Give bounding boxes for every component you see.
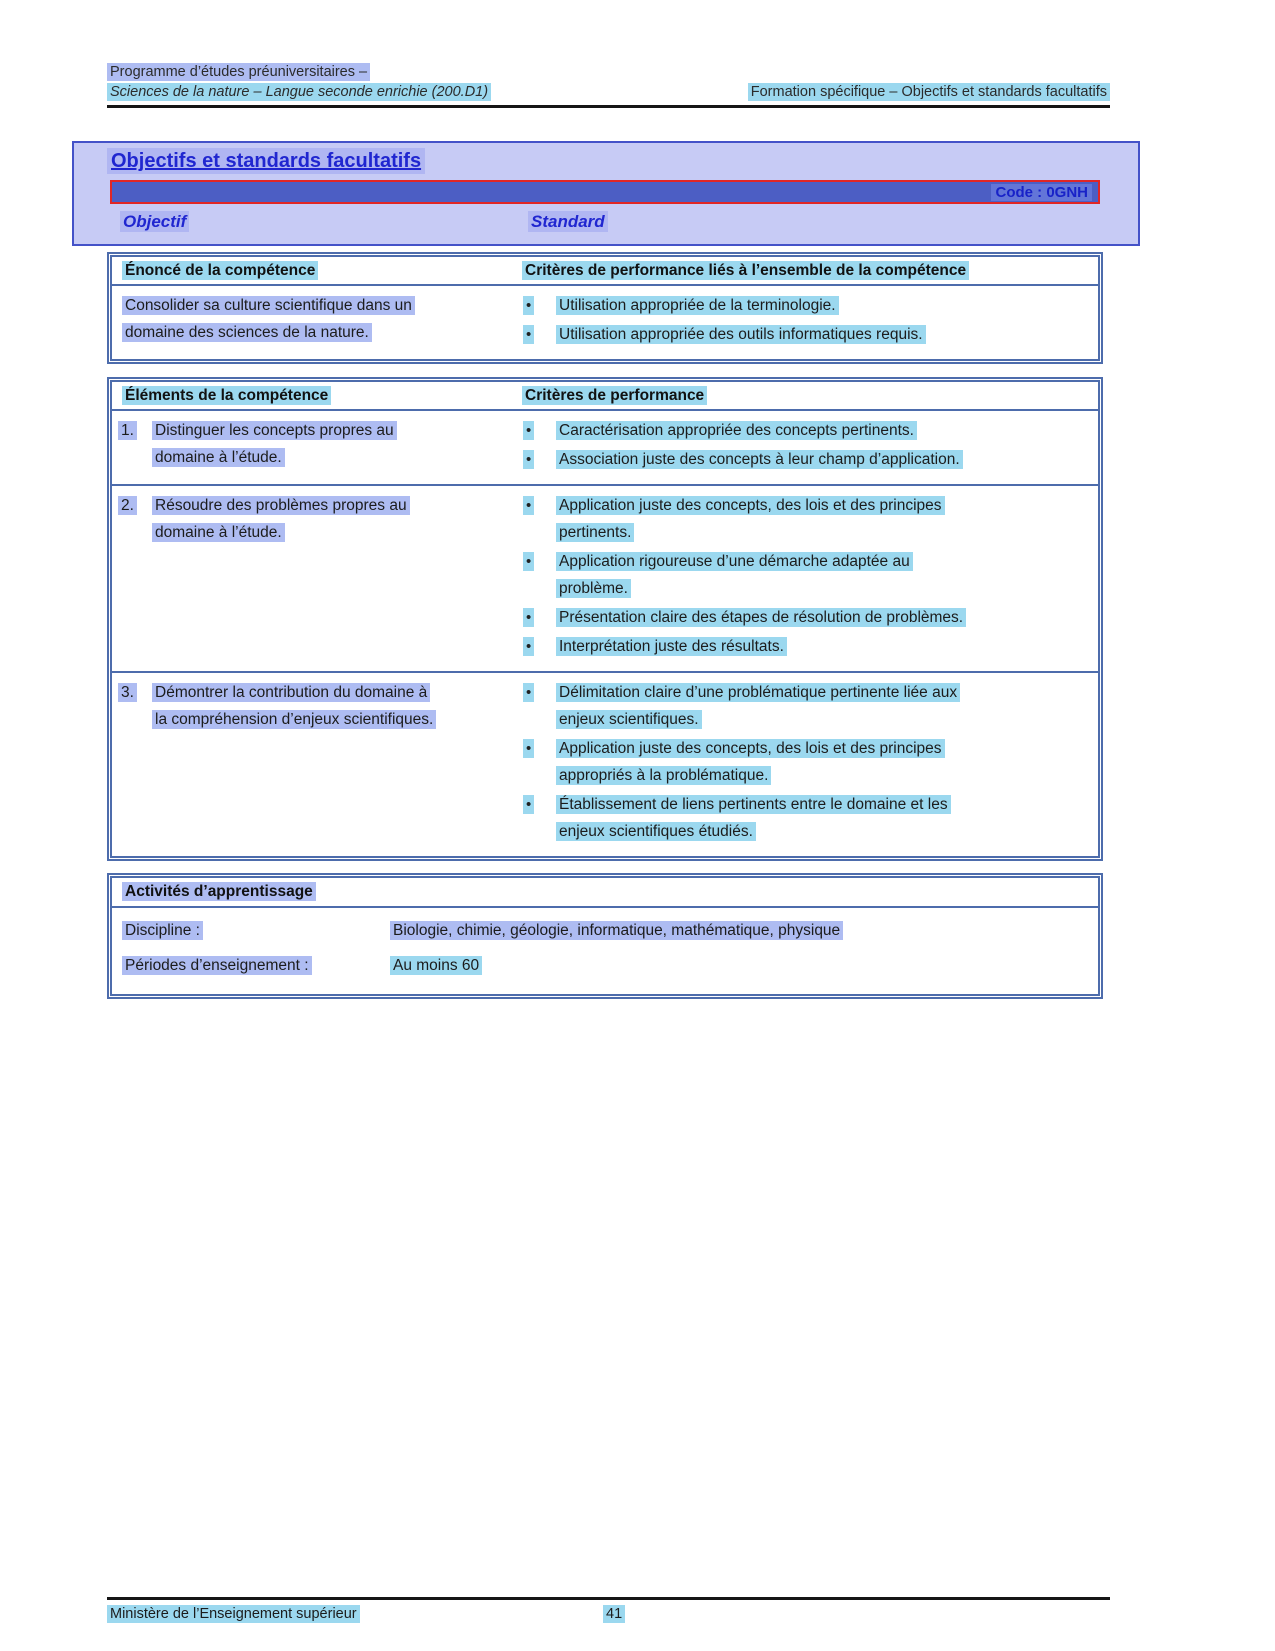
criteria-list bbox=[522, 679, 1098, 847]
footer-ministry: Ministère de l’Enseignement supérieur bbox=[107, 1606, 360, 1622]
text-line: enjeux scientifiques étudiés. bbox=[556, 818, 1090, 845]
text-line: Résoudre des problèmes propres au bbox=[152, 492, 522, 519]
activities-row-discipline bbox=[112, 908, 1098, 943]
element-item-3 bbox=[112, 679, 522, 847]
discipline-label: Discipline : bbox=[122, 919, 390, 943]
text-line: pertinents. bbox=[556, 519, 1090, 546]
text-line: Interprétation juste des résultats. bbox=[556, 633, 1090, 660]
periodes-value: Au moins 60 bbox=[390, 954, 1098, 978]
header-rule bbox=[107, 105, 1110, 108]
code-label: Code : 0GNH bbox=[991, 184, 1092, 201]
discipline-value: Biologie, chimie, géologie, informatique, mathématique, physique bbox=[390, 919, 1098, 943]
bullet-icon: • bbox=[522, 417, 556, 444]
activities-section bbox=[107, 873, 1103, 999]
page-header bbox=[107, 64, 1110, 100]
element-item-1 bbox=[112, 417, 522, 475]
text-line: Application rigoureuse d’une démarche adaptée au bbox=[556, 548, 1090, 575]
bullet-icon: • bbox=[522, 446, 556, 473]
page-number: 41 bbox=[603, 1606, 625, 1622]
list-item bbox=[522, 633, 1090, 660]
page-footer bbox=[107, 1597, 1110, 1628]
list-item bbox=[522, 292, 1090, 319]
col-header-elements: Éléments de la compétence bbox=[112, 387, 522, 405]
text-line: domaine à l’étude. bbox=[152, 444, 522, 471]
list-item bbox=[522, 735, 1090, 789]
periodes-label: Périodes d’enseignement : bbox=[122, 954, 390, 978]
bullet-icon: • bbox=[522, 292, 556, 319]
col-header-criteres-ensemble: Critères de performance liés à l’ensemble de la compétence bbox=[522, 262, 1098, 280]
list-item bbox=[522, 791, 1090, 845]
competence-statement bbox=[112, 292, 522, 350]
text-line: domaine des sciences de la nature. bbox=[122, 319, 522, 346]
item-number: 1. bbox=[118, 417, 152, 475]
page-title: Objectifs et standards facultatifs bbox=[107, 150, 1138, 173]
text-line: Application juste des concepts, des lois et des principes bbox=[556, 735, 1090, 762]
list-item bbox=[522, 492, 1090, 546]
bullet-icon: • bbox=[522, 735, 556, 789]
text-line: Caractérisation appropriée des concepts pertinents. bbox=[556, 417, 1090, 444]
text-line: Démontrer la contribution du domaine à bbox=[152, 679, 522, 706]
text-line: enjeux scientifiques. bbox=[556, 706, 1090, 733]
list-item bbox=[522, 417, 1090, 444]
criteria-list bbox=[522, 492, 1098, 662]
bullet-icon: • bbox=[522, 321, 556, 348]
criteria-list bbox=[522, 292, 1098, 350]
bullet-icon: • bbox=[522, 548, 556, 602]
header-program-line: Programme d’études préuniversitaires – bbox=[107, 64, 491, 80]
text-line: Association juste des concepts à leur champ d’application. bbox=[556, 446, 1090, 473]
text-line: la compréhension d’enjeux scientifiques. bbox=[152, 706, 522, 733]
bullet-icon: • bbox=[522, 679, 556, 733]
activities-title: Activités d’apprentissage bbox=[112, 878, 1098, 908]
text-line: domaine à l’étude. bbox=[152, 519, 522, 546]
table-row bbox=[112, 411, 1098, 484]
item-number: 2. bbox=[118, 492, 152, 662]
header-right: Formation spécifique – Objectifs et standards facultatifs bbox=[748, 84, 1110, 100]
text-line: appropriés à la problématique. bbox=[556, 762, 1090, 789]
col-header-enonce: Énoncé de la compétence bbox=[112, 262, 522, 280]
text-line: Utilisation appropriée des outils informatiques requis. bbox=[556, 321, 1090, 348]
bullet-icon: • bbox=[522, 492, 556, 546]
objectifs-section-box bbox=[72, 141, 1140, 246]
list-item bbox=[522, 679, 1090, 733]
col-header-criteres: Critères de performance bbox=[522, 387, 1098, 405]
bullet-icon: • bbox=[522, 633, 556, 660]
list-item bbox=[522, 548, 1090, 602]
list-item bbox=[522, 604, 1090, 631]
criteria-list bbox=[522, 417, 1098, 475]
header-course-line: Sciences de la nature – Langue seconde enrichie (200.D1) bbox=[107, 84, 491, 100]
elements-table-header bbox=[112, 382, 1098, 411]
item-number: 3. bbox=[118, 679, 152, 847]
footer-rule bbox=[107, 1597, 1110, 1600]
table-row bbox=[112, 671, 1098, 856]
objectif-standard-row bbox=[74, 208, 1138, 238]
activities-row-periodes bbox=[112, 943, 1098, 978]
bullet-icon: • bbox=[522, 791, 556, 845]
table-row bbox=[112, 484, 1098, 671]
text-line: Utilisation appropriée de la terminologie. bbox=[556, 292, 1090, 319]
list-item bbox=[522, 321, 1090, 348]
header-left bbox=[107, 64, 491, 100]
enonce-table-header bbox=[112, 257, 1098, 286]
text-line: Application juste des concepts, des lois et des principes bbox=[556, 492, 1090, 519]
text-line: Établissement de liens pertinents entre le domaine et les bbox=[556, 791, 1090, 818]
text-line: Consolider sa culture scientifique dans un bbox=[122, 292, 522, 319]
text-line: problème. bbox=[556, 575, 1090, 602]
standard-heading: Standard bbox=[528, 212, 608, 232]
element-item-2 bbox=[112, 492, 522, 662]
text-line: Délimitation claire d’une problématique pertinente liée aux bbox=[556, 679, 1090, 706]
text-line: Présentation claire des étapes de résolution de problèmes. bbox=[556, 604, 1090, 631]
code-bar bbox=[110, 180, 1100, 204]
bullet-icon: • bbox=[522, 604, 556, 631]
objectif-heading: Objectif bbox=[120, 212, 189, 232]
text-line: Distinguer les concepts propres au bbox=[152, 417, 522, 444]
list-item bbox=[522, 446, 1090, 473]
table-row bbox=[112, 286, 1098, 359]
elements-table bbox=[107, 377, 1103, 861]
enonce-table bbox=[107, 252, 1103, 364]
